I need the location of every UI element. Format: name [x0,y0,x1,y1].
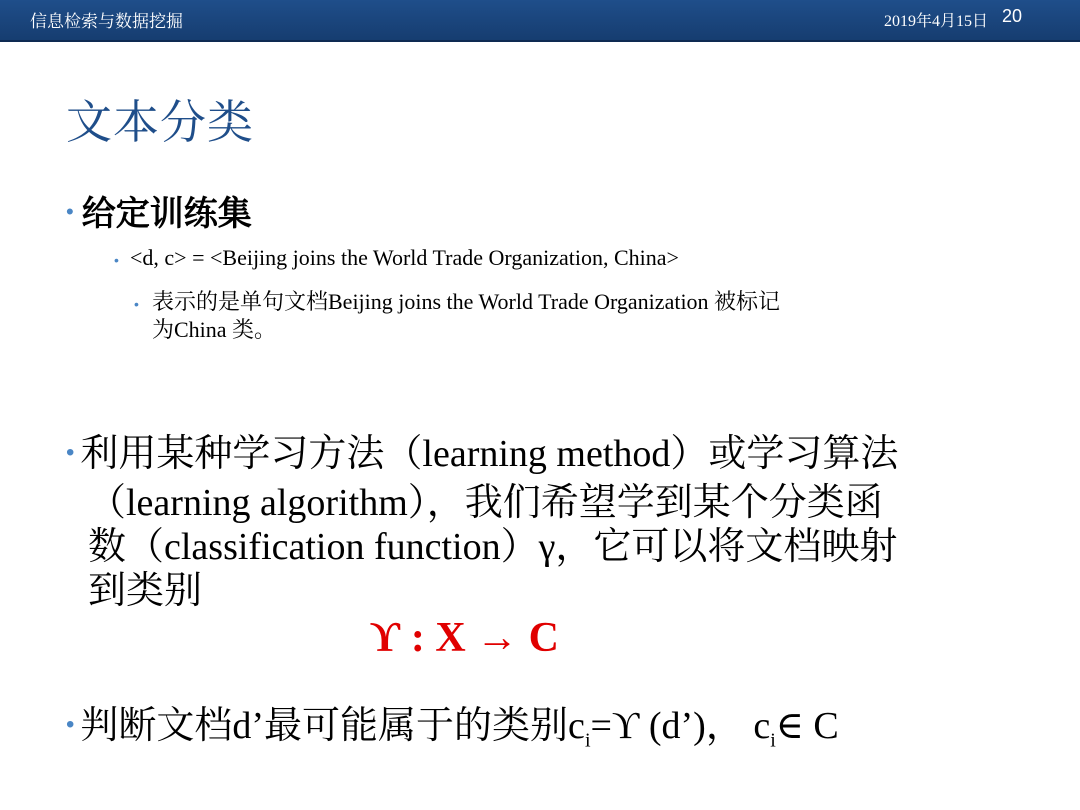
course-title: 信息检索与数据挖掘 [30,12,183,32]
sub-bullet-explanation [134,288,1012,344]
bullet-dot-icon: • [134,296,139,312]
slide-date: 2019年4月15日 [883,13,988,30]
bullet-text-mid: =ϒ (d’)， c [590,705,771,747]
sub-bullet-example [114,244,1010,272]
subscript-i-2: i [770,729,776,752]
page-number: 20 [1001,6,1022,26]
bullet-learning-method [66,432,1016,613]
sub-bullet-text-line2: 为China 类。 [152,317,277,342]
subscript-i: i [584,729,591,752]
bullet-text-line3: 数（classification function）γ，它可以将文档映射 [88,526,898,568]
bullet-dot-icon: • [114,252,119,268]
bullet-text-line4: 到类别 [88,570,203,612]
sub-bullet-text-line1: 表示的是单句文档Beijing joins the World Trade Organization 被标记 [152,289,781,314]
bullet-text-line1: 利用某种学习方法（learning method）或学习算法 [80,433,899,475]
bullet-text-pre: 判断文档d’最可能属于的类别c [80,705,585,747]
bullet-training-set [66,186,252,235]
slide-header-bar [0,0,1080,42]
slide-title: 文本分类 [66,95,254,149]
bullet-text-post: ∈ C [775,705,839,747]
bullet-text: 给定训练集 [81,194,252,234]
sub-bullet-text: <d, c> = <Beijing joins the World Trade Organization, China> [130,245,679,270]
bullet-dot-icon: • [66,439,75,466]
bullet-dot-icon: • [66,711,75,738]
classification-formula: ϒ : X → C [370,615,559,661]
bullet-predict-class [66,704,1016,763]
bullet-dot-icon: • [66,199,74,224]
bullet-text-line2: （learning algorithm），我们希望学到某个分类函 [88,482,883,524]
